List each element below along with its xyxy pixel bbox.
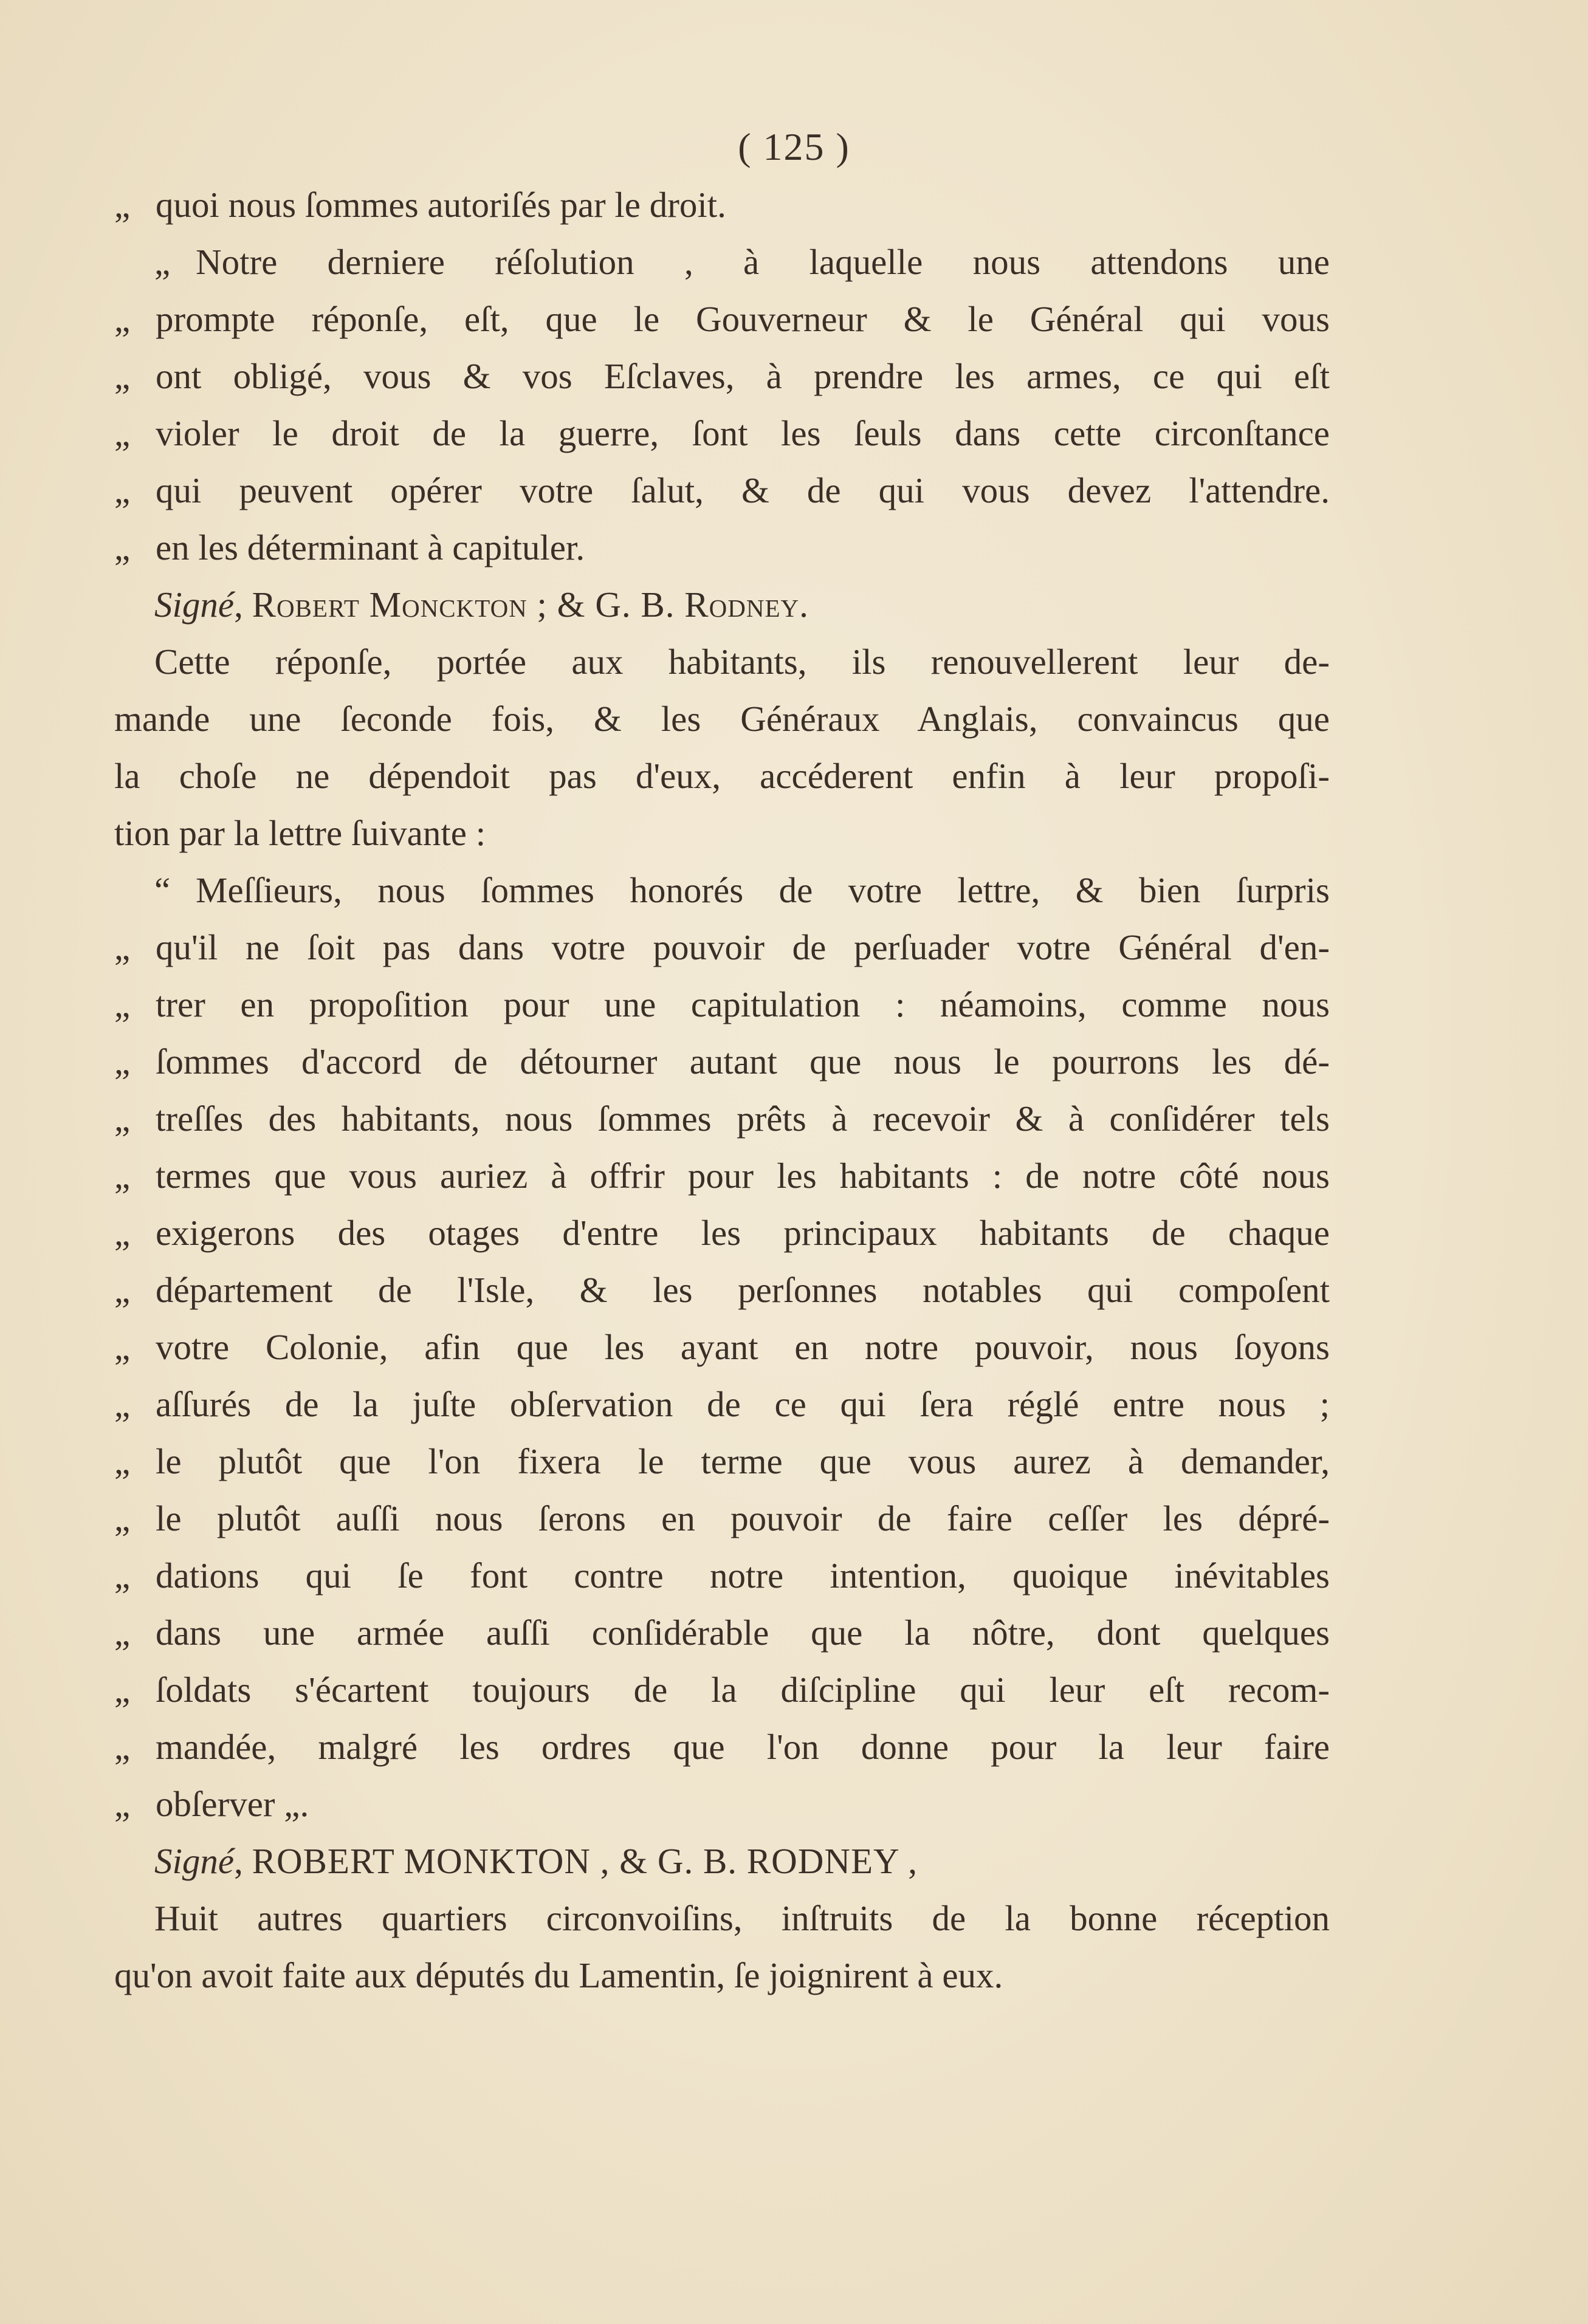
quote-mark: „ (114, 1441, 131, 1481)
signature-line: Signé, Robert Monckton ; & G. B. Rodney. (154, 584, 809, 625)
quote-mark: „ (114, 1213, 131, 1253)
line-text: ſoldats s'écartent toujours de la diſcipline qui leur eſt recom- (156, 1670, 1330, 1710)
line-text: qu'il ne ſoit pas dans votre pouvoir de perſuader votre Général d'en- (156, 927, 1330, 967)
quote-mark: „ (114, 1613, 131, 1653)
line-text: quoi nous ſommes autoriſés par le droit. (156, 185, 726, 225)
letter-line (114, 1204, 1330, 1261)
line-text: ont obligé, vous & vos Eſclaves, à prendre les armes, ce qui eſt (156, 356, 1330, 396)
quote-mark: „ (114, 1784, 131, 1824)
line-text: le plutôt que l'on fixera le terme que vous aurez à demander, (156, 1441, 1330, 1481)
page-number: ( 125 ) (738, 125, 850, 168)
letter-line (114, 1775, 1330, 1832)
paragraph-line (114, 633, 1330, 690)
letter-line (114, 919, 1330, 976)
letter-line (114, 1090, 1330, 1147)
signed-label: Signé (154, 584, 235, 625)
quote-mark: „ (114, 1384, 131, 1424)
line-text: le plutôt auſſi nous ſerons en pouvoir de faire ceſſer les dépré- (156, 1498, 1330, 1538)
line-text: exigerons des otages d'entre les principaux habitants de chaque (156, 1213, 1330, 1253)
line-text: aſſurés de la juſte obſervation de ce qui ſera réglé entre nous ; (156, 1384, 1330, 1424)
quote-mark: „ (114, 1041, 131, 1081)
letter-line (114, 862, 1330, 919)
page-text (114, 176, 1330, 2004)
letter-body (114, 919, 1330, 1775)
quoted-line (114, 348, 1330, 405)
letter-line (114, 1490, 1330, 1547)
quote-mark: „ (114, 1270, 131, 1310)
letter-line (114, 1261, 1330, 1318)
line-text: ſommes d'accord de détourner autant que nous le pourrons les dé- (156, 1041, 1330, 1081)
letter-line (114, 1376, 1330, 1433)
paragraph-line: tion par la lettre ſuivante : (114, 813, 486, 853)
line-text: votre Colonie, afin que les ayant en notre pouvoir, nous ſoyons (156, 1327, 1330, 1367)
quote-mark: „ (114, 1498, 131, 1538)
quoted-line (114, 519, 1330, 576)
quote-mark: „ (114, 1555, 131, 1596)
letter-line (114, 1033, 1330, 1090)
paragraph-line: mande une ſeconde fois, & les Généraux Anglais, convaincus que (114, 699, 1330, 739)
quote-mark: „ (114, 1670, 131, 1710)
line-text: Huit autres quartiers circonvoiſins, inſtruits de la bonne réception (154, 1898, 1330, 1938)
letter-line (114, 1147, 1330, 1204)
letter-line (114, 1318, 1330, 1376)
line-text: termes que vous auriez à offrir pour les habitants : de notre côté nous (156, 1156, 1330, 1196)
line-text: treſſes des habitants, nous ſommes prêts à recevoir & à conſidérer tels (156, 1099, 1330, 1139)
quote-mark: „ (114, 185, 131, 225)
quote-mark: „ (114, 1327, 131, 1367)
quote-mark: „ (154, 242, 171, 282)
letter-line (114, 1547, 1330, 1604)
open-quote-mark: “ (154, 870, 171, 910)
line-text: obſerver „. (156, 1784, 309, 1824)
quote-mark: „ (114, 356, 131, 396)
quoted-line (114, 462, 1330, 519)
quote-mark: „ (114, 1156, 131, 1196)
line-text: prompte réponſe, eſt, que le Gouverneur & le Général qui vous (156, 299, 1330, 339)
quote-mark: „ (114, 927, 131, 967)
quote-mark: „ (114, 470, 131, 510)
quote-mark: „ (114, 984, 131, 1024)
signed-label: Signé (154, 1841, 235, 1881)
letter-line (114, 1604, 1330, 1661)
quoted-line (114, 176, 1330, 233)
line-text: qui peuvent opérer votre ſalut, & de qui vous devez l'attendre. (156, 470, 1330, 510)
line-text: dans une armée auſſi conſidérable que la nôtre, dont quelques (156, 1613, 1330, 1653)
quote-mark: „ (114, 1099, 131, 1139)
letter-line (114, 1661, 1330, 1718)
line-text: en les déterminant à capituler. (156, 527, 585, 567)
quote-mark: „ (114, 1727, 131, 1767)
letter-line (114, 1433, 1330, 1490)
paragraph-line: la choſe ne dépendoit pas d'eux, accéderent enfin à leur propoſi- (114, 756, 1330, 796)
signature-line: Signé, ROBERT MONKTON , & G. B. RODNEY , (154, 1841, 918, 1881)
quote-mark: „ (114, 413, 131, 453)
line-text: département de l'Isle, & les perſonnes notables qui compoſent (156, 1270, 1330, 1310)
paragraph-line: qu'on avoit faite aux députés du Lamentin, ſe joignirent à eux. (114, 1955, 1003, 1995)
paragraph-line (114, 1890, 1330, 1947)
line-text: Notre derniere réſolution , à laquelle nous attendons une (196, 242, 1330, 282)
line-text: Cette réponſe, portée aux habitants, ils renouvellerent leur de- (154, 642, 1330, 682)
line-text: dations qui ſe font contre notre intention, quoique inévitables (156, 1555, 1330, 1596)
line-text: violer le droit de la guerre, ſont les ſeuls dans cette circonſtance (156, 413, 1330, 453)
signatory-names: Robert Monckton ; & G. B. Rodney. (252, 584, 809, 625)
line-text: trer en propoſition pour une capitulation : néamoins, comme nous (156, 984, 1330, 1024)
line-text: Meſſieurs, nous ſommes honorés de votre lettre, & bien ſurpris (196, 870, 1330, 910)
line-text: mandée, malgré les ordres que l'on donne pour la leur faire (156, 1727, 1330, 1767)
quoted-line (114, 290, 1330, 348)
signatory-names: ROBERT MONKTON , & G. B. RODNEY , (252, 1841, 918, 1881)
letter-line (114, 1718, 1330, 1775)
quoted-line (114, 233, 1330, 290)
quoted-line (114, 405, 1330, 462)
letter-line (114, 976, 1330, 1033)
quote-mark: „ (114, 527, 131, 567)
quote-mark: „ (114, 299, 131, 339)
